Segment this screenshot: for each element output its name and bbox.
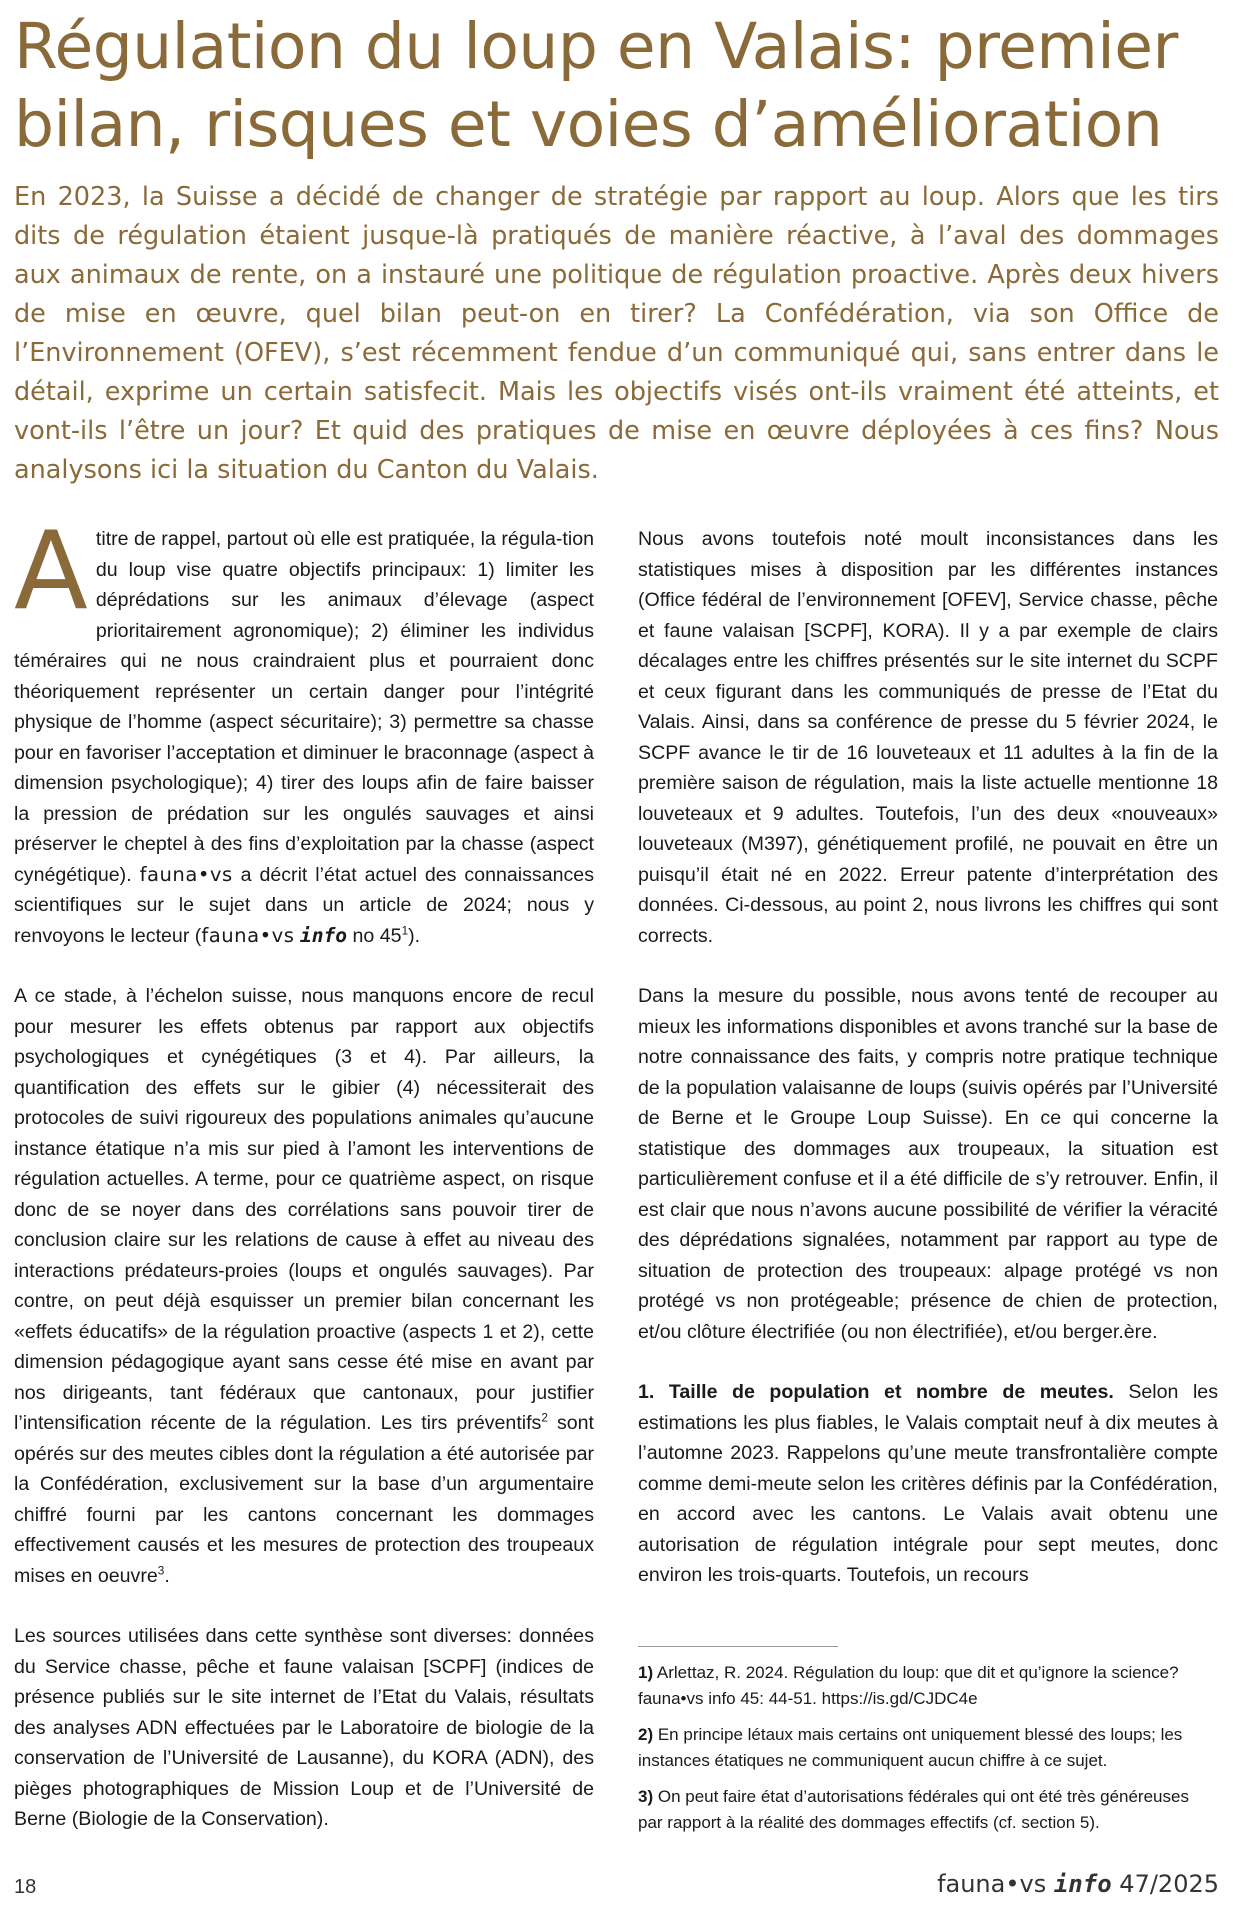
text-span: Selon les estimations les plus fiables, le Valais comptait neuf à dix meutes à l’automne 2023. Rappelons qu’une meute transfrontalière compte comme demi-meute selon les critères définis par la Confédération, en accord avec les cantons. Le Valais avait obtenu une autorisation de régulation intégrale pour sept meutes, donc environ les trois-quarts. Toutefois, un recours (638, 1381, 1218, 1586)
footnote-text: On peut faire état d’autorisations fédérales qui ont été très généreuses par rapport à la réalité des dommages effectifs (cf. section 5). (638, 1787, 1189, 1832)
left-column (14, 509, 594, 1865)
right-paragraph-2: Dans la mesure du possible, nous avons tenté de recouper au mieux les informations disponibles et avons tranché sur la base de notre connaissance des faits, y compris notre pratique technique de la population valaisanne de loups (suivis opérés par l’Université de Berne et le Groupe Loup Suisse). En ce qui concerne la statistique des dommages aux troupeaux, la situation est particulièrement confuse et il a été difficile de s’y retrouver. Enfin, il est clair que nous n’avons aucune possibilité de vérifier la véracité des déprédations signalées, notamment par rapport au type de situation de protection des troupeaux: alpage protégé vs non protégé vs non protégeable; présence de chien de protection, et/ou clôture électrifiée (ou non électrifiée), et/ou berger.ère. (638, 985, 1218, 1343)
footnote-ref-3: 3 (157, 1563, 165, 1577)
brand-info: info (1053, 1870, 1112, 1898)
article-title: Régulation du loup en Valais: premier bilan, risques et voies d’amélioration (14, 10, 1178, 161)
brand-fauna-vs: fauna•vs (201, 923, 295, 947)
text-span: no 45 (347, 924, 402, 947)
right-column (638, 524, 1218, 1621)
footnote-ref-2: 2 (541, 1411, 548, 1425)
brand-fauna-vs: fauna•vs (937, 1870, 1047, 1898)
right-paragraph-3 (638, 1377, 1218, 1591)
footnote-text: En principe létaux mais certains ont uniquement blessé des loups; les instances étatiques ne communiquent aucun chiffre à ce sujet. (638, 1725, 1183, 1770)
left-paragraph-2 (14, 981, 594, 1591)
footnote-number: 3) (638, 1787, 654, 1806)
text-span: sont opérés sur des meutes cibles dont la régulation a été autorisée par la Confédération, exclusivement sur la base d’un argumentaire chiffré fourni par les cantons concernant les dommages effectivement causés et les mesures de protection des troupeaux mises en oeuvre (14, 1412, 594, 1587)
left-paragraph-3: Les sources utilisées dans cette synthèse sont diverses: données du Service chasse, pêche et faune valaisan [SCPF] (indices de présence publiés sur le site internet de l’Etat du Valais, résultats des analyses ADN effectuées par le Laboratoire de biologie de la conservation de l’Université de Lausanne), du KORA (ADN), des pièges photographiques de Mission Loup et de l’Université de Berne (Biologie de la Conservation). (14, 1625, 594, 1830)
drop-cap: A (14, 509, 88, 634)
article-lead: En 2023, la Suisse a décidé de changer de stratégie par rapport au loup. Alors que les tirs dits de régulation étaient jusque-là pratiqués de manière réactive, à l’aval des dommages aux animaux de rente, on a instauré une politique de régulation proactive. Après deux hivers de mise en œuvre, quel bilan peut-on en tirer? La Confédération, via son Office de l’Environnement (OFEV), s’est récemment fendue d’un communiqué qui, sans entrer dans le détail, exprime un certain satisfecit. Mais les objectifs visés ont-ils vraiment été atteints, et vont-ils l’être un jour? Et quid des pratiques de mise en œuvre déployées à ces fins? Nous analysons ici la situation du Canton du Valais. (14, 182, 1219, 485)
issue-number: 47/2025 (1119, 1870, 1219, 1898)
right-paragraph-1: Nous avons toutefois noté moult inconsistances dans les statistiques mises à disposition par les différentes instances (Office fédéral de l’environnement [OFEV], Service chasse, pêche et faune valaisan [SCPF], KORA). Il y a par exemple de clairs décalages entre les chiffres présentés sur le site internet du SCPF et ceux figurant dans les communiqués de presse de l’Etat du Valais. Ainsi, dans sa conférence de presse du 5 février 2024, le SCPF avance le tir de 16 louveteaux et 11 adultes à la fin de la première saison de régulation, mais la liste actuelle mentionne 18 louveteaux et 9 adultes. Toutefois, l’un des deux «nouveaux» louveteaux (M397), génétiquement profilé, ne pouvait en être un puisqu’il était né en 2022. Erreur patente d’interprétation des données. Ci-dessous, au point 2, nous livrons les chiffres qui sont corrects. (638, 528, 1218, 947)
text-span: a décrit l’état actuel des connaissances scientifiques sur le sujet dans un article de 2024; nous y renvoyons le lecteur ( (14, 863, 594, 947)
footnote-2 (638, 1722, 1218, 1774)
text-span: . (164, 1564, 170, 1587)
footnote-text: Arlettaz, R. 2024. Régulation du loup: que dit et qu’ignore la science? fauna•vs info 45: 44-51. https://is.gd/CJDC4e (638, 1663, 1179, 1708)
page-number: 18 (14, 1876, 37, 1898)
footnote-number: 2) (638, 1725, 654, 1744)
footnote-number: 1) (638, 1663, 654, 1682)
footnote-ref-1: 1 (401, 923, 409, 937)
text-span: A ce stade, à l’échelon suisse, nous manquons encore de recul pour mesurer les effets obtenus par rapport aux objectifs psychologiques et cynégétiques (3 et 4). Par ailleurs, la quantification des effets sur le gibier (4) nécessiterait des protocoles de suivi rigoureux des populations animales qu’aucune instance étatique n’a mis sur pied à l’amont les interventions de régulation actuelles. A terme, pour ce quatrième aspect, on risque donc de se noyer dans des corrélations sans pouvoir tirer de conclusion claire sur les relations de cause à effet au niveau des interactions prédateurs-proies (loups et ongulés sauvages). Par contre, on peut déjà esquisser un premier bilan concernant les «effets éducatifs» de la régulation proactive (aspects 1 et 2), cette dimension pédagogique ayant sans cesse été mise en avant par nos dirigeants, tant fédéraux que cantonaux, pour justifier l’intensification récente de la régulation. Les tirs préventifs (14, 985, 594, 1434)
footnotes (638, 1660, 1218, 1846)
footnote-divider (638, 1646, 838, 1647)
brand-info: info (299, 923, 348, 947)
text-span: ). (408, 924, 421, 947)
footer-brand (937, 1870, 1219, 1898)
footnote-3 (638, 1784, 1218, 1836)
section-heading: 1. Taille de population et nombre de meutes. (638, 1381, 1114, 1403)
brand-fauna-vs: fauna•vs (139, 862, 233, 886)
footnote-1 (638, 1660, 1218, 1712)
text-span: titre de rappel, partout où elle est pratiquée, la régula-tion du loup vise quatre objectifs principaux: 1) limiter les déprédations sur les animaux d’élevage (aspect prioritairement agronomique); 2) éliminer les individus téméraires qui ne nous craindraient plus et pourraient donc théoriquement représenter un certain danger pour l’intégrité physique de l’homme (aspect sécuritaire); 3) permettre sa chasse pour en favoriser l’acceptation et diminuer le braconnage (aspect à dimension psychologique); 4) tirer des loups afin de faire baisser la pression de prédation sur les ongulés sauvages et ainsi préserver le cheptel à des fins d’exploitation par la chasse (aspect cynégétique). (14, 528, 594, 886)
left-paragraph-1 (14, 509, 594, 951)
